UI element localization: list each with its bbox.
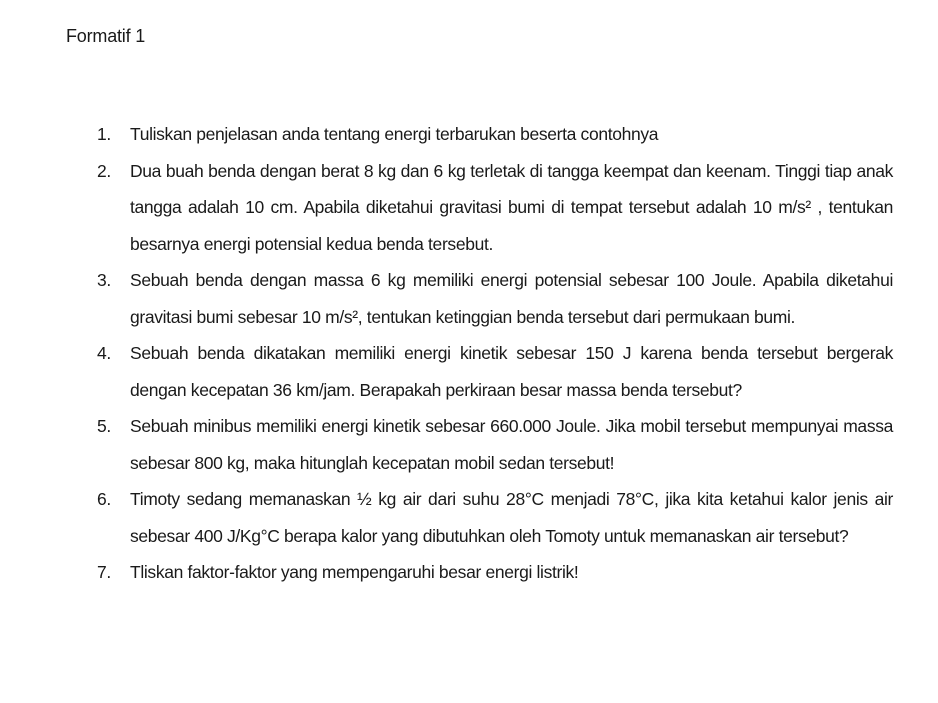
question-text: Timoty sedang memanaskan ½ kg air dari suhu 28°C menjadi 78°C, jika kita ketahui kalor jenis air sebesar 400 J/Kg°C berapa kalor yang dibutuhkan oleh Tomoty untuk memanaskan air tersebut? xyxy=(130,489,893,546)
question-item xyxy=(97,153,893,263)
question-item xyxy=(97,262,893,335)
question-text: Tuliskan penjelasan anda tentang energi terbarukan beserta contohnya xyxy=(130,124,659,144)
question-number: 7. xyxy=(97,562,111,582)
question-item xyxy=(97,554,893,591)
question-text: Sebuah benda dengan massa 6 kg memiliki energi potensial sebesar 100 Joule. Apabila diketahui gravitasi bumi sebesar 10 m/s², tentukan ketinggian benda tersebut dari permukaan bumi. xyxy=(130,270,893,327)
question-number: 1. xyxy=(97,124,111,144)
question-list xyxy=(97,116,893,591)
question-number: 6. xyxy=(97,489,111,509)
question-item xyxy=(97,335,893,408)
question-text: Tliskan faktor-faktor yang mempengaruhi besar energi listrik! xyxy=(130,562,579,582)
question-text: Dua buah benda dengan berat 8 kg dan 6 kg terletak di tangga keempat dan keenam. Tinggi tiap anak tangga adalah 10 cm. Apabila diketahui gravitasi bumi di tempat tersebut adalah 10 m/s² , tentukan besarnya energi potensial kedua benda tersebut. xyxy=(130,160,893,254)
question-text: Sebuah benda dikatakan memiliki energi kinetik sebesar 150 J karena benda tersebut bergerak dengan kecepatan 36 km/jam. Berapakah perkiraan besar massa benda tersebut? xyxy=(130,343,893,400)
document-title: Formatif 1 xyxy=(66,26,146,46)
question-number: 5. xyxy=(97,416,111,436)
question-item xyxy=(97,408,893,481)
question-item xyxy=(97,481,893,554)
question-number: 4. xyxy=(97,343,111,363)
question-text: Sebuah minibus memiliki energi kinetik sebesar 660.000 Joule. Jika mobil tersebut mempunyai massa sebesar 800 kg, maka hitunglah kecepatan mobil sedan tersebut! xyxy=(130,416,893,473)
question-item xyxy=(97,116,893,153)
question-number: 2. xyxy=(97,160,111,181)
question-number: 3. xyxy=(97,270,111,290)
